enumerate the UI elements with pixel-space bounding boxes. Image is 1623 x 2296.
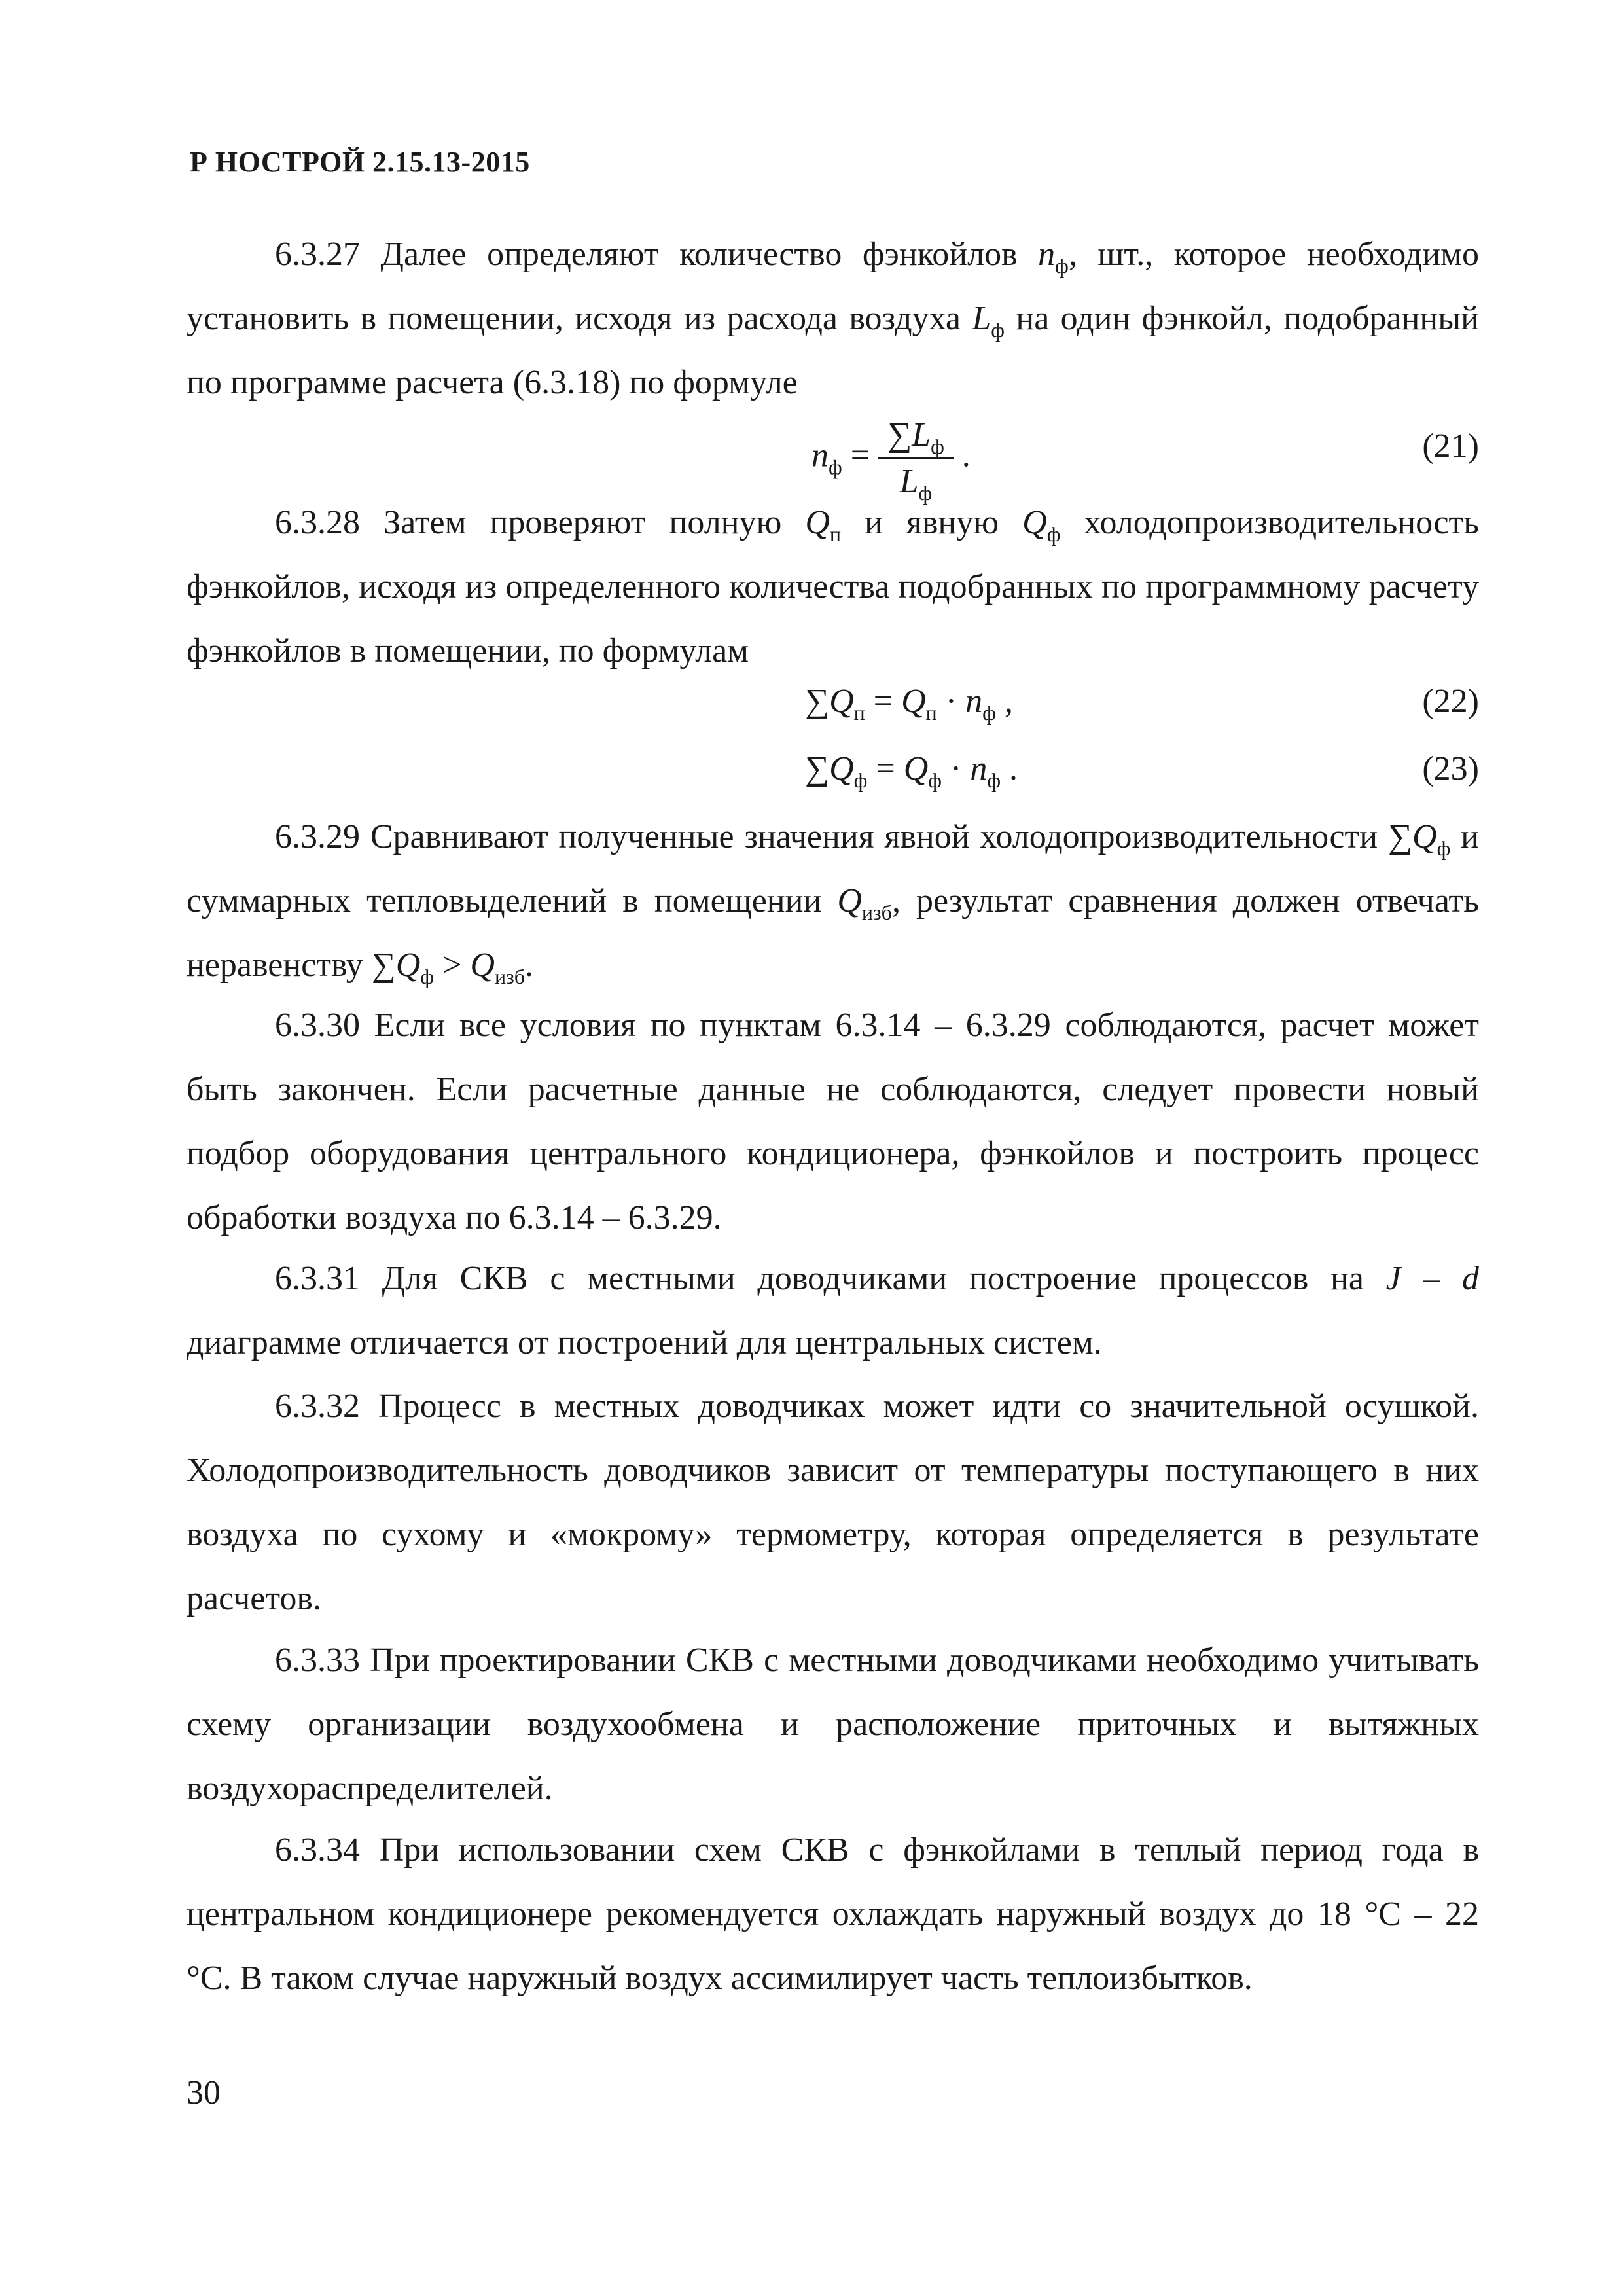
eq-equals: = — [867, 750, 904, 787]
eq-term: Q — [903, 750, 929, 787]
eq-term: n — [965, 683, 983, 720]
subscript: ф — [982, 701, 996, 725]
variable-Q: Q — [470, 946, 495, 984]
equation-number: (23) — [1422, 750, 1479, 787]
subscript: ф — [918, 481, 933, 505]
paragraph-6-3-32: 6.3.32 Процесс в местных доводчиках может идти со значительной осушкой. Холодопроизводительность доводчиков зависит от температуры поступающего в них воздуха по сухому и «мокрому» термометру, которая определяется в результате расчетов. — [187, 1388, 1479, 1617]
eq-equals: = — [842, 437, 879, 475]
paragraph-text: . — [525, 946, 534, 984]
paragraph-text: 6.3.31 Для СКВ с местными доводчиками построение процессов на — [275, 1260, 1386, 1297]
subscript: ф — [853, 768, 868, 792]
equation-number: (22) — [1422, 683, 1479, 720]
paragraph-6-3-27 — [187, 223, 1479, 415]
subscript: ф — [1436, 836, 1451, 860]
paragraph-6-3-30: 6.3.30 Если все условия по пунктам 6.3.14 – 6.3.29 соблюдаются, расчет может быть закончен. Если расчетные данные не соблюдаются, следует провести новый подбор оборудования центрального кондиционера, фэнкойлов и построить процесс обработки воздуха по 6.3.14 – 6.3.29. — [187, 1007, 1479, 1236]
equation-formula — [805, 749, 1018, 792]
paragraph-text: 6.3.29 Сравнивают полученные значения явной холодопроизводительности — [275, 818, 1388, 855]
paragraph-text: холодопроизводительность фэнкойлов, исходя из определенного количества подобранных по программному расчету фэнкойлов в помещении, по формулам — [187, 504, 1479, 670]
subscript: изб — [861, 901, 892, 924]
equation-23 — [187, 749, 1479, 808]
eq-tail: . — [953, 437, 971, 475]
paragraph-text: и суммарных тепловыделений в помещении — [187, 818, 1479, 920]
variable-Q: Q — [805, 504, 830, 541]
paragraph-text: 6.3.28 Затем проверяют полную — [275, 504, 806, 541]
equation-22 — [187, 682, 1479, 741]
paragraph-6-3-28 — [187, 491, 1479, 683]
document-header: Р НОСТРОЙ 2.15.13-2015 — [190, 146, 530, 178]
subscript: ф — [829, 455, 842, 479]
paragraph-6-3-31 — [187, 1247, 1479, 1375]
inequality-operator: > — [434, 946, 471, 984]
equation-number: (21) — [1422, 427, 1479, 465]
variable-sumQ: ∑Q — [371, 946, 421, 984]
eq-tail: , — [995, 683, 1013, 720]
subscript: п — [829, 522, 842, 546]
variable-jd: J – d — [1385, 1260, 1479, 1297]
variable-Q: Q — [1022, 504, 1047, 541]
variable-L: L — [972, 300, 991, 337]
eq-dot: · — [941, 750, 971, 787]
subscript: ф — [991, 318, 1005, 342]
subscript: п — [925, 701, 937, 725]
numerator-text: ∑L — [887, 416, 931, 454]
subscript: ф — [931, 435, 944, 458]
equation-formula — [812, 416, 971, 505]
eq-lhs: n — [812, 437, 829, 475]
subscript: изб — [494, 965, 526, 988]
paragraph-text: 6.3.27 Далее определяют количество фэнкойлов — [275, 236, 1039, 273]
paragraph-text: диаграмме отличается от построений для центральных систем. — [187, 1324, 1102, 1361]
paragraph-6-3-29 — [187, 805, 1479, 997]
variable-Q: Q — [837, 882, 862, 920]
paragraph-text: , шт., которое необходимо установить в помещении, исходя из расхода воздуха — [187, 236, 1479, 337]
paragraph-text: и явную — [841, 504, 1023, 541]
subscript: п — [853, 701, 865, 725]
eq-lhs: ∑Q — [805, 683, 854, 720]
fraction — [878, 416, 954, 505]
eq-term: n — [970, 750, 988, 787]
subscript: ф — [928, 768, 942, 792]
eq-tail: . — [1001, 750, 1018, 787]
eq-term: Q — [901, 683, 926, 720]
eq-lhs: ∑Q — [805, 750, 854, 787]
page-number: 30 — [187, 2074, 221, 2111]
subscript: ф — [420, 965, 435, 988]
paragraph-6-3-34: 6.3.34 При использовании схем СКВ с фэнкойлами в теплый период года в центральном кондиционере рекомендуется охлаждать наружный воздух до 18 °С – 22 °С. В таком случае наружный воздух ассимилирует часть теплоизбытков. — [187, 1831, 1479, 1997]
subscript: ф — [987, 768, 1001, 792]
equation-formula — [805, 682, 1013, 725]
variable-sumQ: ∑Q — [1387, 818, 1437, 855]
paragraph-text: , результат сравнения должен отвечать неравенству — [187, 882, 1479, 984]
eq-dot: · — [936, 683, 966, 720]
subscript: ф — [1055, 254, 1069, 278]
eq-equals: = — [865, 683, 902, 720]
subscript: ф — [1046, 522, 1061, 546]
paragraph-6-3-33: 6.3.33 При проектировании СКВ с местными доводчиками необходимо учитывать схему организации воздухообмена и расположение приточных и вытяжных воздухораспределителей. — [187, 1641, 1479, 1807]
denominator-text: L — [899, 463, 919, 500]
variable-n: n — [1038, 236, 1056, 273]
fraction-numerator — [878, 416, 954, 459]
paragraph-text: на один фэнкойл, подобранный по программе расчета (6.3.18) по формуле — [187, 300, 1479, 401]
